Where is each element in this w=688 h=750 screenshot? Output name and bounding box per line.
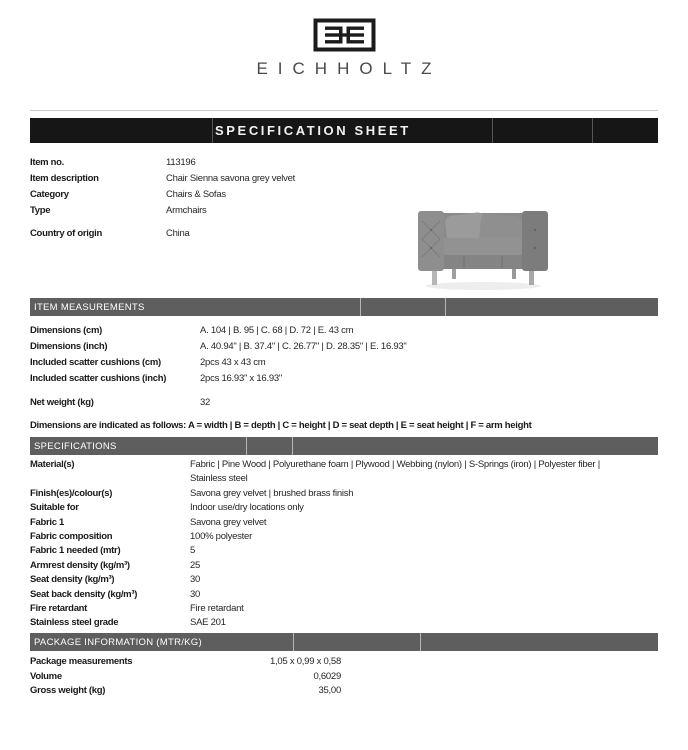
row-value: China — [166, 228, 190, 239]
row-value: A. 104 | B. 95 | C. 68 | D. 72 | E. 43 cm — [200, 325, 354, 336]
banner-divider — [445, 298, 446, 316]
section-header: PACKAGE INFORMATION (MTR/KG) — [34, 636, 202, 648]
spec-row — [30, 487, 658, 501]
row-label: Fabric composition — [30, 530, 113, 542]
row-label: Item description — [30, 173, 99, 184]
package-row — [30, 684, 658, 699]
row-label: Included scatter cushions (cm) — [30, 357, 161, 368]
row-label: Finish(es)/colour(s) — [30, 487, 113, 499]
banner-divider — [293, 633, 294, 651]
spec-row — [30, 559, 658, 573]
spec-row — [30, 501, 658, 515]
spec-row — [30, 588, 658, 602]
row-label: Country of origin — [30, 228, 102, 239]
row-value: Chairs & Sofas — [166, 189, 226, 200]
row-value: 35,00 — [318, 685, 341, 697]
row-label: Fire retardant — [30, 602, 88, 614]
row-label: Seat density (kg/m³) — [30, 574, 115, 586]
row-value: 32 — [200, 397, 211, 408]
row-label: Armrest density (kg/m³) — [30, 559, 130, 571]
banner-divider — [592, 118, 593, 143]
product-photo — [398, 183, 568, 293]
row-value: 113196 — [166, 157, 196, 168]
row-label: Dimensions (cm) — [30, 325, 103, 336]
row-value: Fire retardant — [190, 602, 244, 614]
spec-row — [30, 516, 658, 530]
spec-row — [30, 458, 658, 472]
row-label — [30, 472, 190, 486]
row-value: Armchairs — [166, 205, 207, 216]
section-header: ITEM MEASUREMENTS — [34, 301, 145, 313]
row-label: Net weight (kg) — [30, 397, 94, 408]
specifications-section — [30, 458, 658, 631]
eichholtz-monogram-icon — [313, 18, 376, 52]
brand-name: EICHHOLTZ — [256, 59, 442, 78]
spec-row — [30, 544, 658, 558]
row-label: Type — [30, 205, 51, 216]
banner-divider — [420, 633, 421, 651]
row-label: Fabric 1 — [30, 516, 65, 528]
row-label: Included scatter cushions (inch) — [30, 373, 167, 384]
banner-divider — [360, 298, 361, 316]
row-label: Seat back density (kg/m³) — [30, 588, 138, 600]
row-label: Gross weight (kg) — [30, 685, 106, 697]
row-label: Package measurements — [30, 656, 133, 667]
row-label: Category — [30, 189, 69, 200]
title-banner — [30, 118, 658, 143]
row-label: Dimensions (inch) — [30, 341, 108, 352]
spec-row — [30, 616, 658, 630]
spec-row — [30, 573, 658, 587]
row-value: Stainless steel — [190, 473, 248, 485]
row-value: Fabric | Pine Wood | Polyurethane foam | Plywood | Webbing (nylon) | S-Springs (iron) | Polyester fiber | — [190, 459, 600, 470]
spec-row — [30, 530, 658, 544]
row-value: Savona grey velvet | brushed brass finish — [190, 487, 354, 499]
banner-divider — [246, 437, 247, 455]
row-label: Material(s) — [30, 459, 75, 470]
measurement-row — [30, 355, 658, 371]
row-value: Indoor use/dry locations only — [190, 502, 304, 514]
measurement-row — [30, 339, 658, 355]
brand-logo — [0, 18, 688, 79]
package-information-section — [30, 655, 658, 699]
spec-row — [30, 472, 658, 486]
row-value: Chair Sienna savona grey velvet — [166, 173, 296, 184]
row-value: 30 — [190, 574, 201, 586]
row-label: Stainless steel grade — [30, 617, 119, 629]
sheet-title: SPECIFICATION SHEET — [215, 123, 411, 138]
row-value: 2pcs 43 x 43 cm — [200, 357, 266, 368]
specifications-banner — [30, 437, 658, 455]
divider-line — [30, 110, 658, 111]
measurement-row — [30, 395, 658, 411]
dimensions-note: Dimensions are indicated as follows: A = width | B = depth | C = height | D = seat depth | E = seat height | F = arm height — [30, 420, 532, 431]
row-value: 0,6029 — [313, 670, 341, 682]
item-measurements-section — [30, 323, 658, 411]
row-value: Savona grey velvet — [190, 516, 267, 528]
banner-divider — [292, 437, 293, 455]
row-value: A. 40.94" | B. 37.4" | C. 26.77" | D. 28.35" | E. 16.93" — [200, 341, 407, 352]
row-value: 100% polyester — [190, 530, 252, 542]
row-label: Fabric 1 needed (mtr) — [30, 545, 121, 557]
row-value: 5 — [190, 545, 196, 557]
measurement-row — [30, 371, 658, 387]
row-value: 1,05 x 0,99 x 0,58 — [269, 656, 341, 667]
package-row — [30, 655, 658, 670]
package-row — [30, 670, 658, 685]
row-value: 25 — [190, 559, 201, 571]
row-label: Item no. — [30, 157, 65, 168]
banner-divider — [212, 118, 213, 143]
row-label: Volume — [30, 670, 62, 682]
row-value: 30 — [190, 588, 201, 600]
row-label: Suitable for — [30, 502, 79, 514]
row-value: 2pcs 16.93" x 16.93" — [200, 373, 283, 384]
section-header: SPECIFICATIONS — [34, 440, 117, 452]
row-value: SAE 201 — [190, 617, 226, 629]
spec-row — [30, 602, 658, 616]
item-measurements-banner — [30, 298, 658, 316]
measurement-row — [30, 323, 658, 339]
package-information-banner — [30, 633, 658, 651]
banner-divider — [492, 118, 493, 143]
item-row — [30, 155, 658, 171]
